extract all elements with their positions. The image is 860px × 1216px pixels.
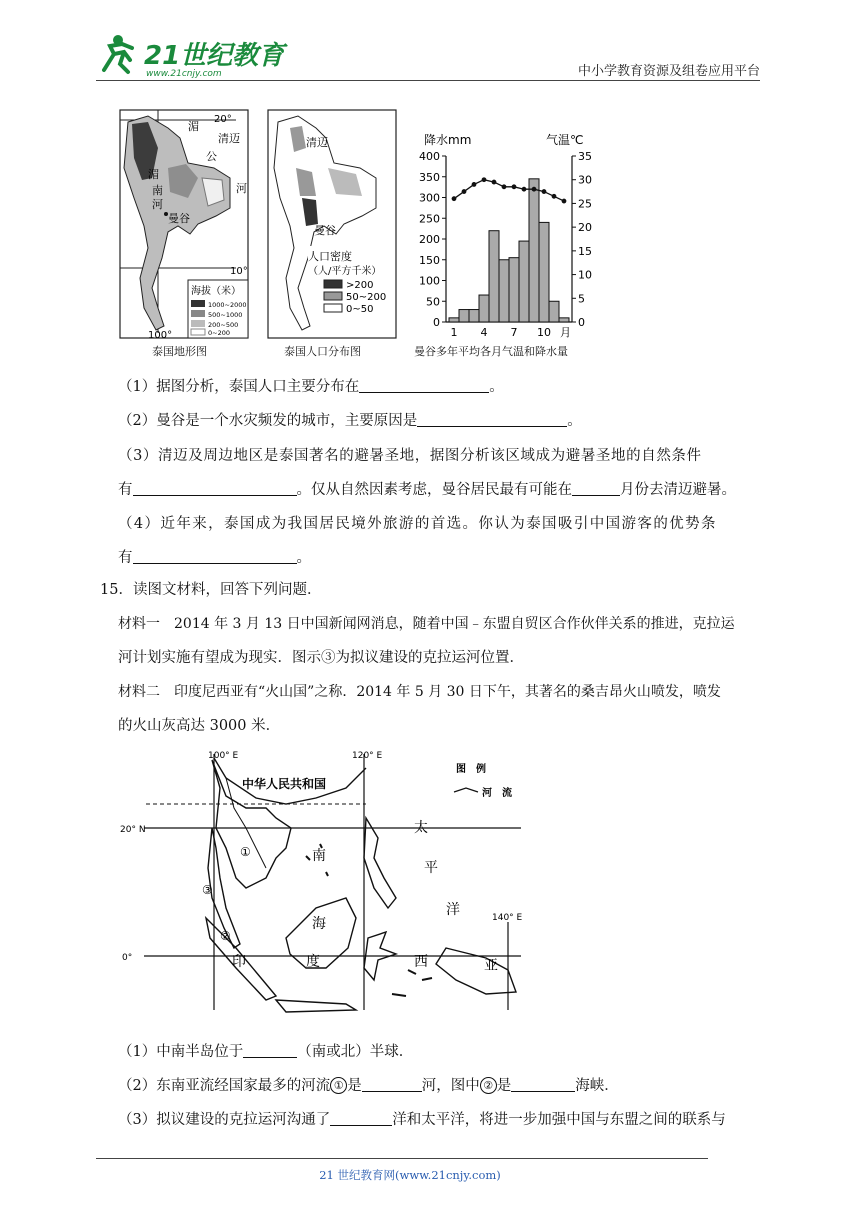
precipitation-bar [559,318,569,322]
precipitation-bar [449,318,459,322]
q14-4-line2: 有 。 [118,550,311,566]
q15-3: （3）拟议建设的克拉运河沟通了 洋和太平洋，将进一步加强中国与东盟之间的联系与 [118,1112,726,1128]
q15-stem: 15．读图文材料，回答下列问题． [100,582,322,598]
lon100-label: 100° [148,330,173,341]
right-tick-label: 10 [578,268,592,282]
map-legend-river: 河 流 [482,788,512,799]
indonesia-label-3: 西 [414,954,428,970]
temperature-point [542,189,547,194]
platform-name: 中小学教育资源及组卷应用平台 [577,64,760,79]
mekong-label: 湄 [188,120,199,133]
left-tick-label: 0 [433,316,440,329]
map-legend-title: 图 例 [456,764,486,775]
temperature-point [472,182,477,187]
indonesia-label-2: 度 [306,954,320,970]
answer-blank[interactable] [572,481,620,496]
right-axis-title: 气温℃ [546,133,584,147]
pacific-label-2: 平 [424,860,438,876]
precipitation-bar [479,295,489,322]
marker-1: ① [240,845,251,859]
left-tick-label: 100 [419,274,440,288]
temperature-point [482,177,487,182]
legend-item-4: 0~200 [208,329,230,337]
right-tick-label: 30 [578,173,592,187]
southeast-asia-map [116,748,526,1024]
q15-1: （1）中南半岛位于 （南或北）半球． [118,1044,414,1060]
bangkok-label: 曼谷 [168,212,190,225]
q15-material1-line1: 材料一 2014 年 3 月 13 日中国新闻网消息，随着中国﹣东盟自贸区合作伙伴关系的推进，克拉运 [118,616,735,632]
bangkok-label-2: 曼谷 [314,224,336,237]
answer-blank[interactable] [417,412,567,427]
marker-3: ③ [202,883,213,897]
bangkok-climate-chart [412,132,602,362]
q14-3-line1: （3）清迈及周边地区是泰国著名的避暑圣地，据图分析该区域成为避暑圣地的自然条件 [118,448,702,464]
q15-material2-line2: 的火山灰高达 3000 米． [118,718,281,734]
lat20-label: 20° [214,114,232,125]
site-logo [96,30,285,80]
legend-item-1: 1000~2000 [208,301,247,309]
legend-title: 海拔（米） [191,286,241,297]
chart-title: 曼谷多年平均各月气温和降水量 [414,345,568,358]
right-tick-label: 5 [578,292,585,306]
answer-blank[interactable] [359,378,489,393]
pop-legend-unit: （人/平方千米） [308,266,382,277]
chiangmai-label: 清迈 [218,132,240,145]
q14-2: （2）曼谷是一个水灾频发的城市，主要原因是 。 [118,413,582,429]
indonesia-label-4: 亚 [484,958,498,974]
temperature-point [512,184,517,189]
chao-label-3: 河 [152,198,163,211]
q15-material1-line2: 河计划实施有望成为现实．图示③为拟议建设的克拉运河位置． [118,650,524,666]
right-tick-label: 15 [578,244,592,258]
answer-blank[interactable] [330,1111,392,1126]
precipitation-bar [499,260,509,322]
precipitation-bar [459,310,469,322]
answer-blank[interactable] [133,481,297,496]
x-unit-label: 月 [560,326,571,339]
pop-legend-title: 人口密度 [308,250,352,263]
thailand-topography-map [118,108,250,344]
temperature-point [492,180,497,185]
x-tick-label: 10 [537,326,551,339]
pacific-label-1: 太 [414,820,428,836]
q14-3-line2: 有 。仅从自然因素考虑，曼谷居民最有可能在 月份去清迈避暑。 [118,482,736,498]
pop-legend-item-1: >200 [346,280,374,291]
marker-2: ② [220,929,231,943]
chao-label-1: 湄 [148,168,159,181]
legend-item-2: 500~1000 [208,311,243,319]
temperature-point [532,187,537,192]
q14-4-line1: （4）近年来，泰国成为我国居民境外旅游的首选。你认为泰国吸引中国游客的优势条 [118,516,717,532]
runner-logo-icon [104,35,132,72]
q15-material2-line1: 材料二 印度尼西亚有“火山国”之称．2014 年 5 月 30 日下午，其著名的桑吉昂火山喷发，喷发 [118,684,721,700]
indonesia-label-1: 印 [232,954,246,970]
q15-2: （2）东南亚流经国家最多的河流 ① 是 河，图中 ② 是 海峡． [118,1078,619,1094]
chao-label-2: 南 [152,184,163,197]
mekong-label-2: 公 [206,150,217,163]
lon100-map-label: 100° E [208,751,239,761]
precipitation-bar [519,241,529,322]
answer-blank[interactable] [243,1043,297,1058]
precipitation-bar [529,179,539,322]
left-tick-label: 150 [419,253,440,267]
river-label: 河 [236,182,247,195]
temperature-point [502,184,507,189]
answer-blank[interactable] [362,1077,422,1092]
right-tick-label: 0 [578,316,585,329]
x-tick-label: 7 [510,326,518,339]
temperature-point [552,194,557,199]
china-label: 中华人民共和国 [242,777,327,791]
lat0-map-label: 0° [122,953,133,963]
pop-legend-item-3: 0~50 [346,304,374,315]
fig1-caption: 泰国地形图 [152,345,207,358]
legend-item-3: 200~500 [208,321,239,329]
answer-blank[interactable] [133,549,297,564]
lon120-map-label: 120° E [352,751,383,761]
lat20-map-label: 20° N [120,825,146,835]
precipitation-bar [549,301,559,322]
q14-1: （1）据图分析，泰国人口主要分布在 。 [118,379,504,395]
temperature-point [562,199,567,204]
lon140-map-label: 140° E [492,913,523,923]
pop-legend-item-2: 50~200 [346,292,387,303]
temperature-point [522,187,527,192]
x-tick-label: 4 [480,326,488,339]
answer-blank[interactable] [511,1077,575,1092]
x-tick-label: 1 [450,326,458,339]
precipitation-bar [509,258,519,322]
temperature-line [454,180,564,201]
right-tick-label: 25 [578,197,592,211]
left-tick-label: 400 [419,150,440,163]
south-sea-label-2: 海 [312,916,326,932]
temperature-point [452,196,457,201]
left-axis-title: 降水mm [424,133,472,147]
chiangmai-label-2: 清迈 [306,136,328,149]
precipitation-bar [469,310,479,322]
temperature-point [462,189,467,194]
thailand-population-map [266,108,398,344]
fig2-caption: 泰国人口分布图 [284,345,361,358]
precipitation-bar [539,222,549,322]
lat10-label: 10° [230,266,248,277]
south-sea-label-1: 南 [312,848,326,864]
footer-link[interactable]: 21 世纪教育网(www.21cnjy.com) [319,1168,501,1182]
header-divider [96,80,760,81]
precipitation-bar [489,231,499,322]
pacific-label-3: 洋 [446,902,460,918]
left-tick-label: 350 [419,170,440,184]
right-tick-label: 35 [578,150,592,163]
right-tick-label: 20 [578,221,592,235]
left-tick-label: 250 [419,212,440,226]
logo-text: 21世纪教育 [144,41,285,71]
logo-url: www.21cnjy.com [146,69,222,79]
left-tick-label: 300 [419,191,440,205]
left-tick-label: 200 [419,233,440,246]
left-tick-label: 50 [426,295,440,309]
footer-divider [96,1158,708,1159]
